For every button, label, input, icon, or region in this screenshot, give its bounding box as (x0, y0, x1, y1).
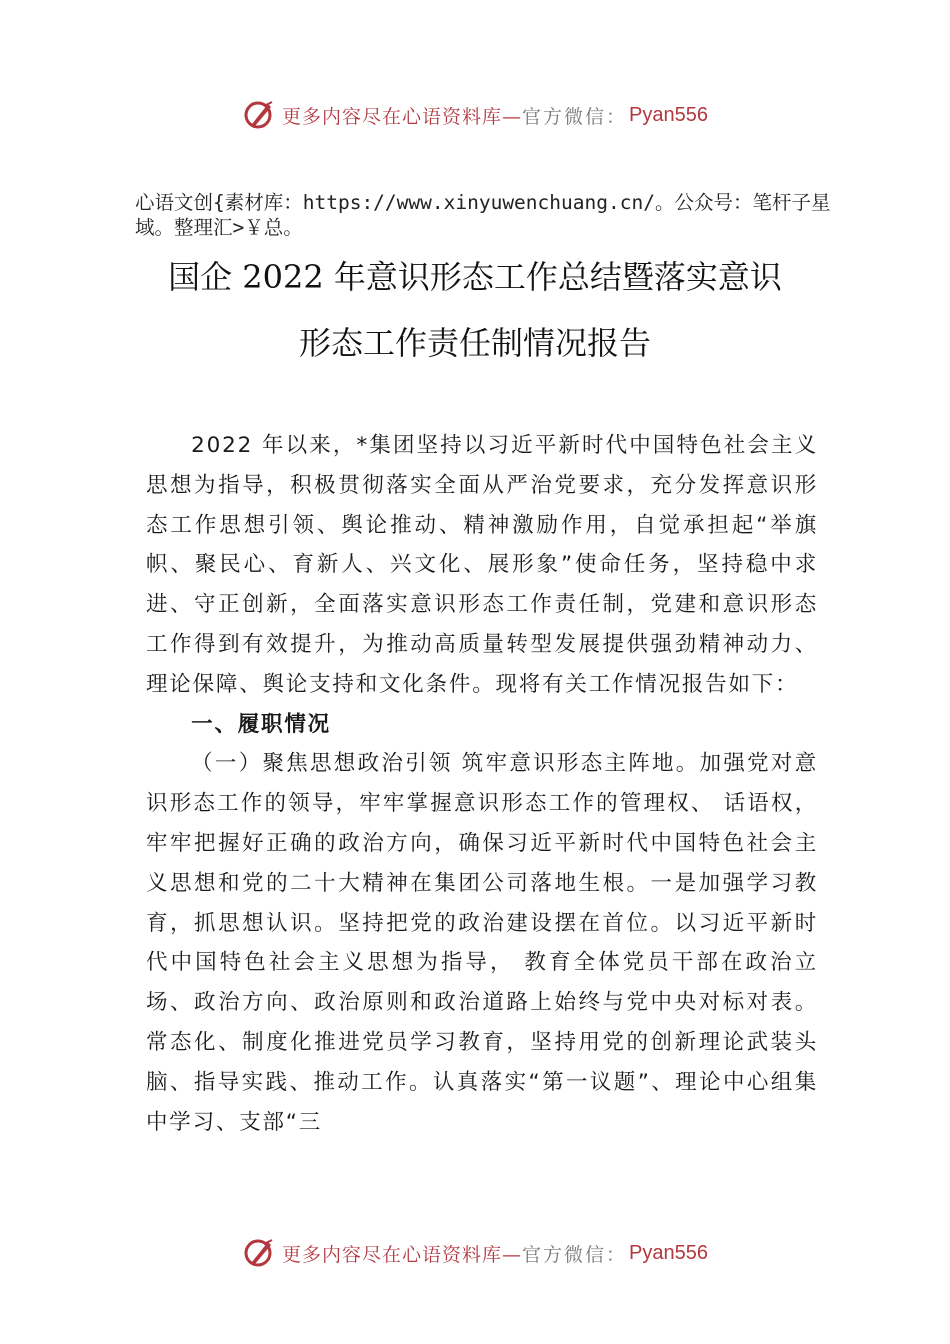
document-title-line-1: 国企 2022 年意识形态工作总结暨落实意识 (168, 258, 782, 296)
document-title-line-2: 形态工作责任制情况报告 (298, 324, 651, 362)
banner-wechat-id: Pyan556 (629, 1241, 708, 1264)
source-line: 心语文创{素材库：https://www.xinyuwenchuang.cn/。公众号：笔杆子星域。整理汇>￥总。 (135, 191, 831, 239)
document-body (146, 426, 818, 1142)
banner-wechat-label: 官方微信： (522, 1243, 628, 1266)
banner-text: 更多内容尽在心语资料库— (282, 105, 523, 128)
pen-logo-icon (242, 98, 276, 132)
section-paragraph: （一）聚焦思想政治引领 筑牢意识形态主阵地。加强党对意识形态工作的领导，牢牢掌握意识形态工作的管理权、 话语权，牢牢把握好正确的政治方向，确保习近平新时代中国特色社会主义思想和党的二十大精神在集团公司落地生根。一是加强学习教育，抓思想认识。坚持把党的政治建设摆在首位。以习近平新时代中国特色社会主义思想为指导， 教育全体党员干部在政治立场、政治方向、政治原则和政治道路上始终与党中央对标对表。常态化、制度化推进党员学习教育，坚持用党的创新理论武装头脑、指导实践、推动工作。认真落实“第一议题”、理论中心组集中学习、支部“三 (146, 751, 818, 1135)
banner-wechat-id: Pyan556 (629, 103, 708, 126)
pen-logo-icon (242, 1236, 276, 1270)
header-watermark-banner (0, 95, 950, 135)
footer-watermark-banner (0, 1233, 950, 1273)
intro-paragraph: 2022 年以来，*集团坚持以习近平新时代中国特色社会主义思想为指导，积极贯彻落实全面从严治党要求，充分发挥意识形态工作思想引领、舆论推动、精神激励作用，自觉承担起“举旗帜、聚民心、育新人、兴文化、展形象”使命任务，坚持稳中求进、守正创新，全面落实意识形态工作责任制，党建和意识形态工作得到有效提升，为推动高质量转型发展提供强劲精神动力、理论保障、舆论支持和文化条件。现将有关工作情况报告如下： (146, 433, 818, 697)
banner-text: 更多内容尽在心语资料库— (282, 1243, 523, 1266)
banner-wechat-label: 官方微信： (522, 105, 628, 128)
section-heading: 一、履职情况 (191, 711, 331, 737)
